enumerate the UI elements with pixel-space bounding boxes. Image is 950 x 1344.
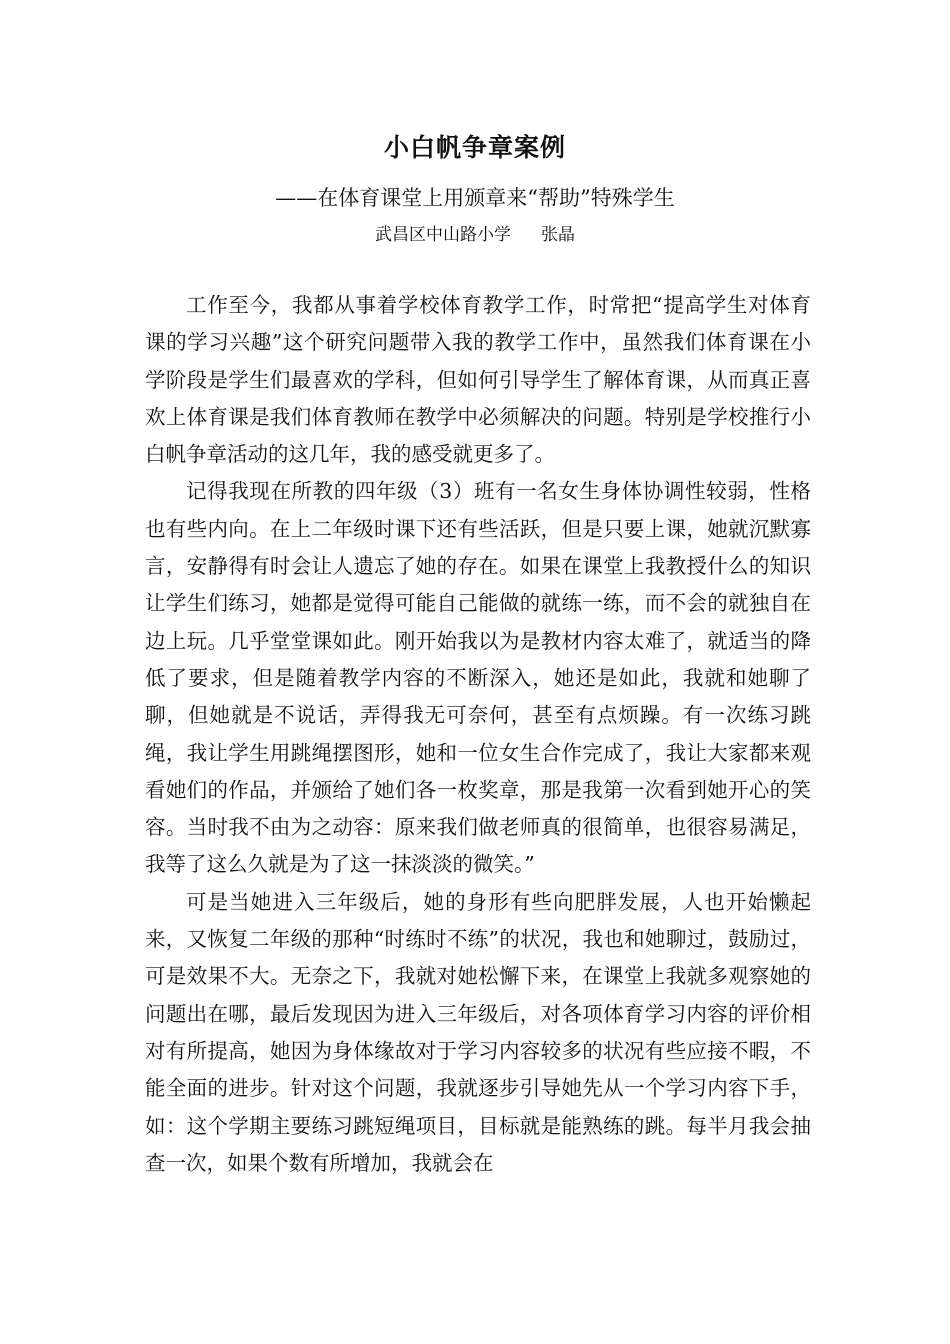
document-body — [145, 287, 811, 1182]
document-title: 小白帆争章案例 — [383, 133, 566, 162]
document-subtitle: ——在体育课堂上用颁章来“帮助”特殊学生 — [275, 186, 675, 210]
paragraph: 记得我现在所教的四年级（3）班有一名女生身体协调性较弱，性格也有些内向。在上二年级时课下还有些活跃，但是只要上课，她就沉默寡言，安静得有时会让人遗忘了她的存在。如果在课堂上我教授什么的知识让学生们练习，她都是觉得可能自己能做的就练一练，而不会的就独自在边上玩。几乎堂堂课如此。刚开始我以为是教材内容太难了，就适当的降低了要求，但是随着教学内容的不断深入，她还是如此，我就和她聊了聊，但她就是不说话，弄得我无可奈何，甚至有点烦躁。有一次练习跳绳，我让学生用跳绳摆图形，她和一位女生合作完成了，我让大家都来观看她们的作品，并颁给了她们各一枚奖章，那是我第一次看到她开心的笑容。当时我不由为之动容：原来我们做老师真的很简单，也很容易满足，我等了这么久就是为了这一抹淡淡的微笑。” — [145, 479, 811, 877]
author-name: 张晶 — [541, 225, 575, 245]
paragraph: 工作至今，我都从事着学校体育教学工作，时常把“提高学生对体育课的学习兴趣”这个研究问题带入我的教学工作中，虽然我们体育课在小学阶段是学生们最喜欢的学科，但如何引导学生了解体育课，从而真正喜欢上体育课是我们体育教师在教学中必须解决的问题。特别是学校推行小白帆争章活动的这几年，我的感受就更多了。 — [145, 293, 811, 467]
author-school: 武昌区中山路小学 — [375, 225, 511, 245]
paragraph: 可是当她进入三年级后，她的身形有些向肥胖发展，人也开始懒起来，又恢复二年级的那种“时练时不练”的状况，我也和她聊过，鼓励过，可是效果不大。无奈之下，我就对她松懈下来，在课堂上我就多观察她的问题出在哪，最后发现因为进入三年级后，对各项体育学习内容的评价相对有所提高，她因为身体缘故对于学习内容较多的状况有些应接不暇，不能全面的进步。针对这个问题，我就逐步引导她先从一个学习内容下手，如：这个学期主要练习跳短绳项目，目标就是能熟练的跳。每半月我会抽查一次，如果个数有所增加，我就会在 — [145, 889, 811, 1175]
author-line — [0, 220, 950, 250]
